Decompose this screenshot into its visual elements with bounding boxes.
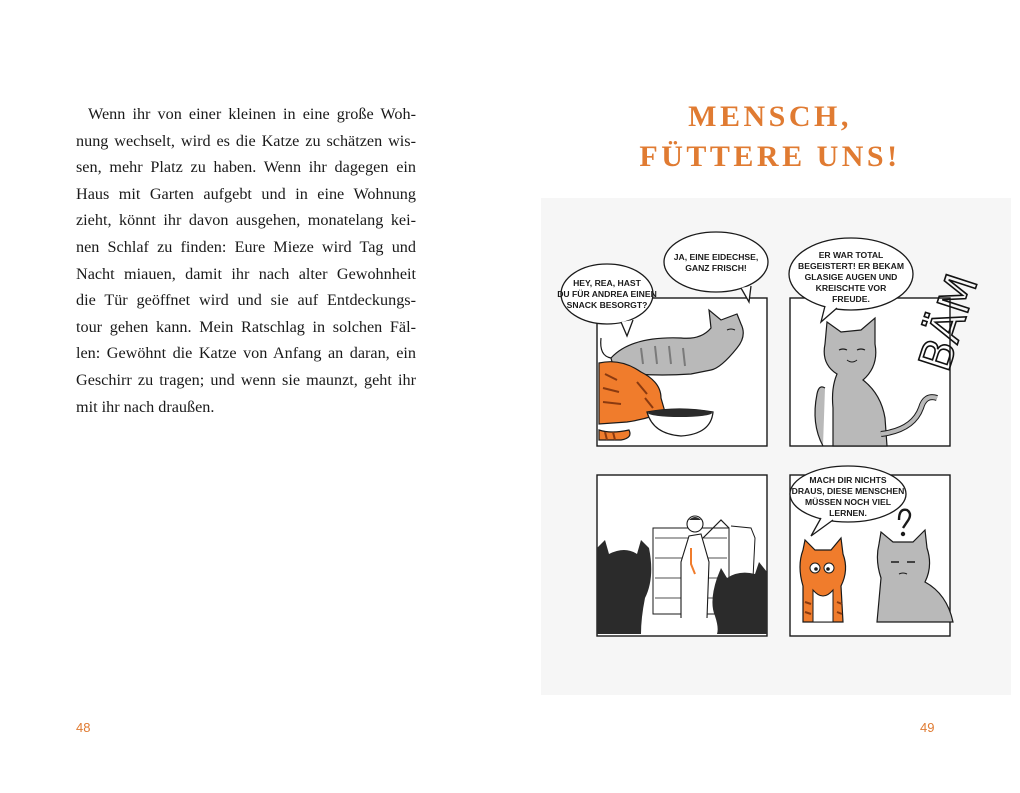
- chapter-title: [590, 97, 950, 177]
- body-line: tour gehen kann. Mein Ratschlag in solchen Fäl-: [76, 317, 416, 336]
- bubble-line: LERNEN.: [829, 508, 867, 518]
- body-line: nen Schlaf zu finden: Eure Mieze wird Tag und: [76, 237, 416, 256]
- bubble-line: DU FÜR ANDREA EINEN: [557, 289, 657, 299]
- sound-effect-bam: BÄM: [909, 268, 989, 378]
- orange-cat-surprised-illustration: [800, 538, 846, 622]
- bubble-line: KREISCHTE VOR: [815, 283, 887, 293]
- page-number-right: 49: [920, 720, 935, 735]
- body-line: die Tür geöffnet wird und sie auf Entdeckungs-: [76, 291, 416, 310]
- body-line: mit ihr nach draußen.: [76, 397, 215, 416]
- bubble-line: MACH DIR NICHTS: [809, 475, 887, 485]
- bubble-line: GANZ FRISCH!: [685, 263, 747, 273]
- speech-bubble-panel1-right: [664, 232, 768, 302]
- body-line: Haus mit Garten aufgebt und in eine Wohnung: [76, 184, 416, 203]
- body-line: nung wechselt, wird es die Katze zu schätzen wis-: [76, 131, 416, 150]
- body-line: Wenn ihr von einer kleinen in eine große Woh-: [88, 105, 416, 123]
- body-line: zieht, könnt ihr davon ausgehen, monatelang kei-: [76, 211, 416, 230]
- bubble-line: BEGEISTERT! ER BEKAM: [798, 261, 904, 271]
- comic-strip: [541, 198, 1011, 695]
- comic-illustration: [541, 198, 1011, 695]
- body-line: sen, mehr Platz zu haben. Wenn ihr dagegen ein: [76, 158, 416, 177]
- bubble-line: GLASIGE AUGEN UND: [804, 272, 898, 282]
- bubble-line: SNACK BESORGT?: [566, 300, 648, 310]
- bubble-line: HEY, REA, HAST: [573, 278, 641, 288]
- body-text: [76, 101, 416, 420]
- bubble-line: JA, EINE EIDECHSE,: [673, 252, 759, 262]
- body-line: len: Gewöhnt die Katze von Anfang an daran, ein: [76, 344, 416, 363]
- bubble-line: FREUDE.: [832, 294, 870, 304]
- page-number-left: 48: [76, 720, 91, 735]
- chapter-title-line: FÜTTERE UNS!: [639, 140, 901, 173]
- bubble-line: ER WAR TOTAL: [818, 250, 884, 260]
- bubble-line: MÜSSEN NOCH VIEL: [805, 497, 891, 507]
- chapter-title-line: MENSCH,: [688, 100, 852, 133]
- body-line: Nacht miauen, damit ihr nach alter Gewohnheit: [76, 264, 416, 283]
- bubble-line: DRAUS, DIESE MENSCHEN: [791, 486, 905, 496]
- body-line: Geschirr zu tragen; und wenn sie maunzt, geht ihr: [76, 370, 416, 389]
